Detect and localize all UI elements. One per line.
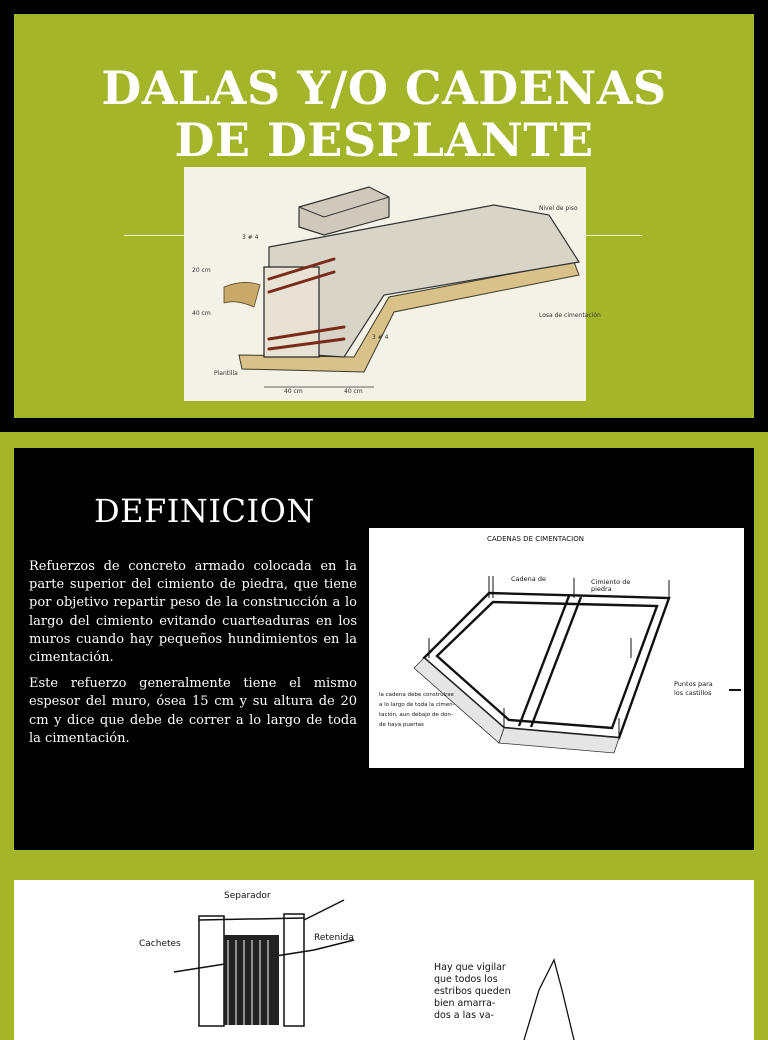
armado-illustration: [14, 880, 754, 1040]
fig-title: CADENAS DE CIMENTACION: [487, 535, 584, 543]
title-line-1: DALAS Y/O CADENAS: [101, 61, 667, 115]
label-bars-top: 3 # 4: [242, 234, 259, 241]
dala-construction-illustration: [184, 167, 601, 401]
label-cadena: Cadena de: [511, 575, 546, 583]
label-dim-b2: 40 cm: [344, 388, 363, 395]
slide-title-text: [14, 62, 754, 166]
label-bars-bottom: 3 # 4: [372, 334, 389, 341]
slide-definicion-panel: [14, 448, 754, 850]
title-rule-left: [124, 235, 184, 236]
title-line-2: DE DESPLANTE: [174, 113, 594, 167]
definition-paragraph-1: Refuerzos de concreto armado colocada en la parte superior del cimiento de piedra, que tiene por objetivo repartir peso de la construcción a lo largo del cimiento evitando cuarteaduras en los muros cuando hay pequeños hundimientos en la cimentación.: [29, 559, 357, 666]
note-4: bien amarra-: [434, 998, 496, 1009]
slide-title: [0, 0, 768, 432]
note-1: Hay que vigilar: [434, 962, 506, 973]
slide-armado: [0, 864, 768, 1024]
label-cimiento-a: Cimiento de: [591, 578, 631, 586]
note-line-4: de haya puertas: [379, 722, 424, 728]
definition-text: [29, 558, 357, 756]
note-2: que todos los: [434, 974, 498, 985]
label-cachetes: Cachetes: [139, 939, 181, 949]
note-3: estribos queden: [434, 986, 511, 997]
note-5: dos a las va-: [434, 1010, 494, 1021]
label-dim-20: 20 cm: [192, 267, 211, 274]
label-cimiento-b: piedra: [591, 585, 612, 593]
label-dim-40: 40 cm: [192, 310, 211, 317]
armado-bg: [14, 880, 754, 1040]
label-puntos-a: Puntos para: [674, 680, 713, 688]
section-heading: DEFINICION: [94, 492, 315, 530]
label-plantilla: Plantilla: [214, 370, 238, 377]
slide-armado-panel: [14, 880, 754, 1040]
slide-title-panel: [14, 14, 754, 418]
slide-definicion: [0, 432, 768, 864]
note-line-2: a lo largo de toda la cimen-: [379, 702, 455, 708]
note-line-3: tación, aun debajo de don-: [379, 712, 453, 718]
label-retenida: Retenida: [314, 933, 354, 943]
label-separador: Separador: [224, 891, 271, 901]
definition-paragraph-2: Este refuerzo generalmente tiene el mismo espesor del muro, ósea 15 cm y su altura de 20 cm y dice que debe de correr a lo largo de toda la cimentación.: [29, 676, 357, 746]
label-nivel: Nivel de piso: [539, 205, 578, 212]
title-rule-right: [586, 235, 642, 236]
label-dim-b1: 40 cm: [284, 388, 303, 395]
cadenas-cimentacion-illustration: [369, 528, 744, 768]
label-puntos-b: los castillos: [674, 689, 712, 697]
note-line-1: la cadena debe construirse: [379, 692, 454, 698]
label-losa: Losa de cimentación: [539, 312, 601, 319]
